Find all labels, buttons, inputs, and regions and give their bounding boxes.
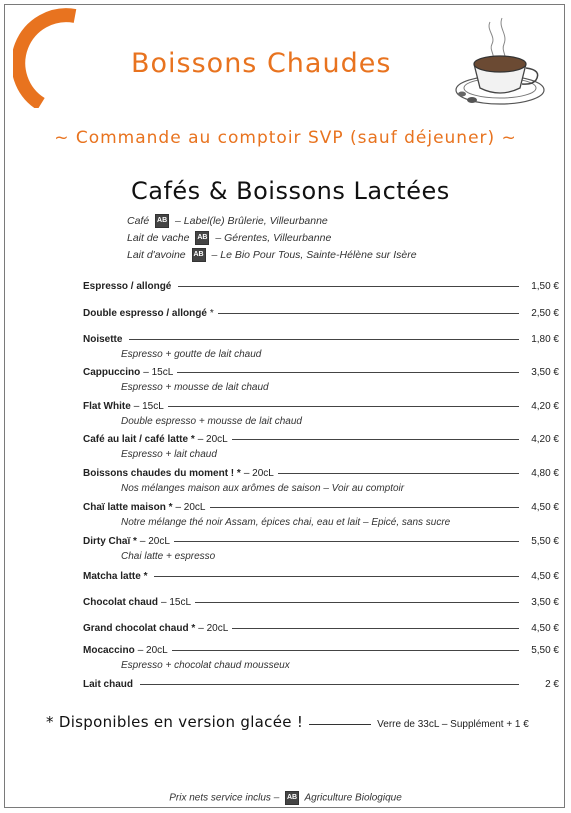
item-name: Flat White [83,401,131,412]
item-name: Double espresso / allongé [83,308,207,319]
item-name: Mocaccino [83,645,135,656]
item-name: Matcha latte * [83,571,148,582]
item-description: Nos mélanges maison aux arômes de saison – Voir au comptoir [121,483,405,494]
item-description: Espresso + chocolat chaud mousseux [121,660,290,671]
item-price: 4,50 € [531,623,559,634]
item-name: Noisette [83,334,123,345]
page-title: Boissons Chaudes [131,48,392,79]
leader-line [129,339,519,340]
item-price: 5,50 € [531,536,559,547]
origin-line [127,213,417,230]
item-price: 4,50 € [531,502,559,513]
item-price: 3,50 € [531,597,559,608]
item-name: Grand chocolat chaud * [83,623,196,634]
leader-line [177,372,519,373]
item-description: Chai latte + espresso [121,551,216,562]
leader-line [309,724,371,725]
decorative-arc [13,8,83,108]
item-size: – 20cL [198,623,229,634]
menu-item [83,468,559,496]
item-description: Double espresso + mousse de lait chaud [121,416,302,427]
item-name: Café au lait / café latte * [83,434,195,445]
organic-badge-icon: AB [155,214,169,228]
item-description: Espresso + lait chaud [121,449,217,460]
leader-line [174,541,519,542]
menu-item [83,334,559,362]
iced-footnote [46,713,558,731]
menu-item [83,434,559,462]
item-name: Boissons chaudes du moment ! * [83,468,241,479]
origin-source: – Label(le) Brûlerie, Villeurbanne [175,215,328,227]
iced-supplement: Verre de 33cL – Supplément + 1 € [377,719,529,730]
origin-product: Café [127,215,150,227]
menu-item [83,623,559,637]
item-size: * [209,308,214,319]
menu-item [83,571,559,585]
section-title: Cafés & Boissons Lactées [131,177,450,205]
leader-line [232,628,519,629]
item-price: 5,50 € [531,645,559,656]
leader-line [172,650,519,651]
leader-line [168,406,519,407]
menu-item [83,367,559,395]
item-price: 4,50 € [531,571,559,582]
leader-line [154,576,519,577]
item-size: – 20cL [139,536,170,547]
origin-line [127,230,417,247]
item-price: 1,80 € [531,334,559,345]
leader-line [140,684,519,685]
menu-item [83,281,559,295]
item-size: – 15cL [133,401,164,412]
menu-item [83,401,559,429]
page-footer [0,791,571,805]
coffee-cup-illustration [452,14,550,110]
item-price: 3,50 € [531,367,559,378]
item-size: – 15cL [161,597,192,608]
leader-line [218,313,519,314]
organic-badge-icon: AB [285,791,299,805]
origin-source: – Le Bio Pour Tous, Sainte-Hélène sur Isère [211,249,417,261]
item-price: 4,20 € [531,434,559,445]
origin-product: Lait d'avoine [127,249,186,261]
item-size: – 20cL [175,502,206,513]
organic-badge-icon: AB [192,248,206,262]
item-size: – 20cL [243,468,274,479]
footer-organic-note: Agriculture Biologique [304,792,402,804]
origins-list [127,213,417,264]
item-size: – 20cL [197,434,228,445]
origin-source: – Gérentes, Villeurbanne [215,232,332,244]
leader-line [178,286,519,287]
footer-prices-note: Prix nets service inclus – [169,792,280,804]
item-price: 1,50 € [531,281,559,292]
item-name: Chocolat chaud [83,597,159,608]
menu-item [83,502,559,530]
item-description: Espresso + goutte de lait chaud [121,349,262,360]
item-name: Lait chaud [83,679,134,690]
item-size: – 20cL [137,645,168,656]
item-name: Espresso / allongé [83,281,172,292]
order-banner: ~ Commande au comptoir SVP (sauf déjeuner) ~ [54,128,517,148]
iced-note: * Disponibles en version glacée ! [46,713,304,731]
item-description: Espresso + mousse de lait chaud [121,382,269,393]
leader-line [278,473,519,474]
menu-item [83,597,559,611]
menu-item [83,679,559,693]
item-price: 2,50 € [531,308,559,319]
item-price: 4,80 € [531,468,559,479]
item-price: 2 € [545,679,559,690]
item-size: – 15cL [143,367,174,378]
origin-product: Lait de vache [127,232,190,244]
leader-line [210,507,520,508]
leader-line [195,602,519,603]
item-description: Notre mélange thé noir Assam, épices chai, eau et lait – Epicé, sans sucre [121,517,451,528]
origin-line [127,247,417,264]
item-name: Cappuccino [83,367,141,378]
menu-item [83,645,559,673]
menu-item [83,536,559,564]
organic-badge-icon: AB [195,231,209,245]
leader-line [232,439,519,440]
item-name: Dirty Chaï * [83,536,137,547]
item-price: 4,20 € [531,401,559,412]
menu-item [83,308,559,322]
item-name: Chaï latte maison * [83,502,173,513]
